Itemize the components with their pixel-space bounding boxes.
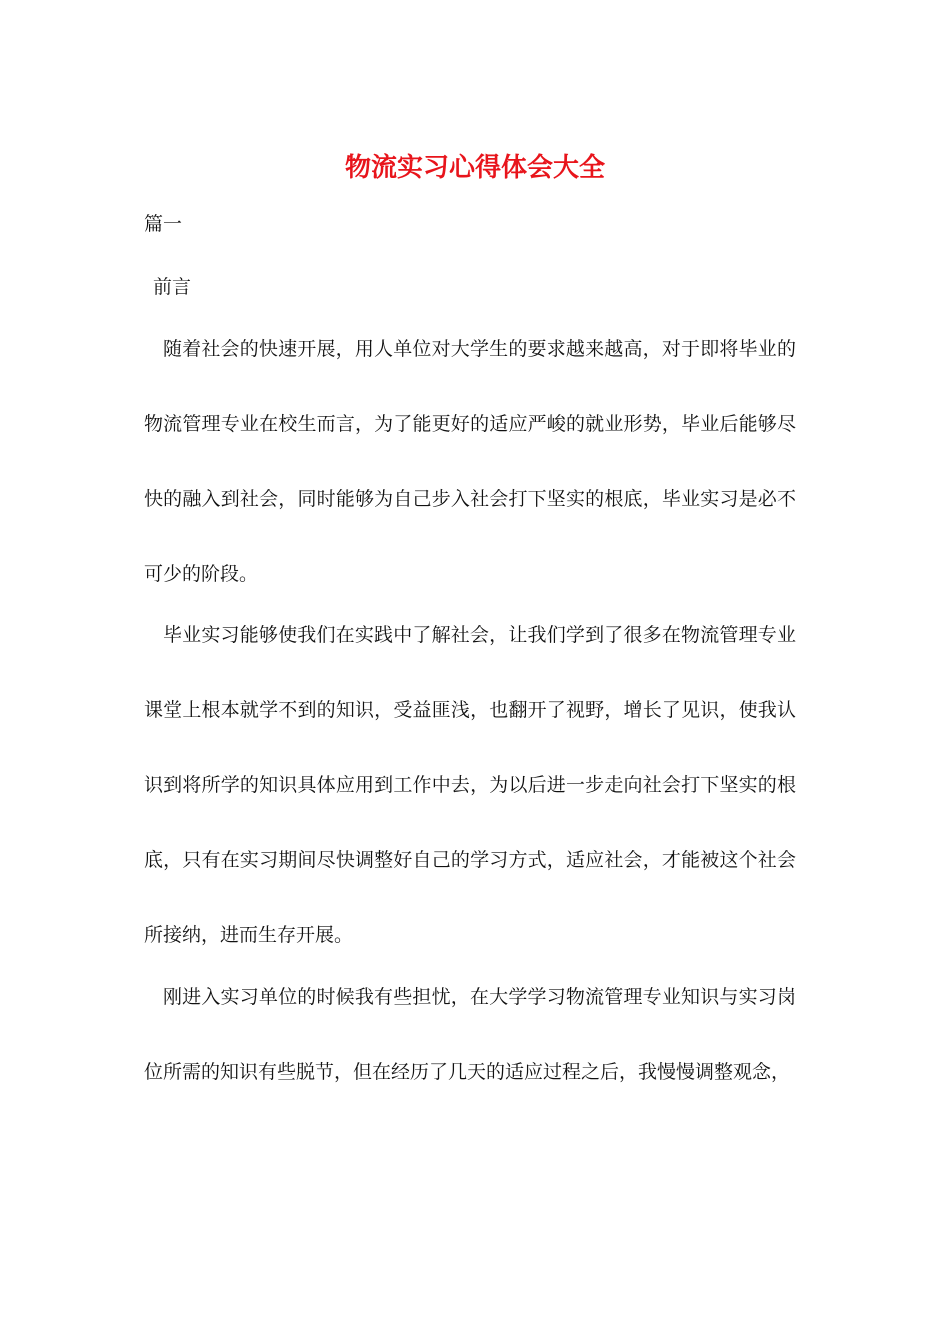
sub-heading-preface: 前言: [153, 276, 192, 298]
section-label: 篇一: [144, 213, 183, 235]
body-paragraph: 毕业实习能够使我们在实践中了解社会，让我们学到了很多在物流管理专业课堂上根本就学不到的知识，受益匪浅，也翻开了视野，增长了见识，使我认识到将所学的知识具体应用到工作中去，为以后进一步走向社会打下坚实的根底，只有在实习期间尽快调整好自己的学习方式，适应社会，才能被这个社会所接纳，进而生存开展。: [144, 624, 796, 946]
document-title: 物流实习心得体会大全: [344, 153, 605, 183]
body-paragraph: 刚进入实习单位的时候我有些担忧，在大学学习物流管理专业知识与实习岗位所需的知识有些脱节，但在经历了几天的适应过程之后，我慢慢调整观念，: [144, 986, 796, 1083]
body-paragraph: 随着社会的快速开展，用人单位对大学生的要求越来越高，对于即将毕业的物流管理专业在校生而言，为了能更好的适应严峻的就业形势，毕业后能够尽快的融入到社会，同时能够为自己步入社会打下坚实的根底，毕业实习是必不可少的阶段。: [144, 338, 796, 585]
